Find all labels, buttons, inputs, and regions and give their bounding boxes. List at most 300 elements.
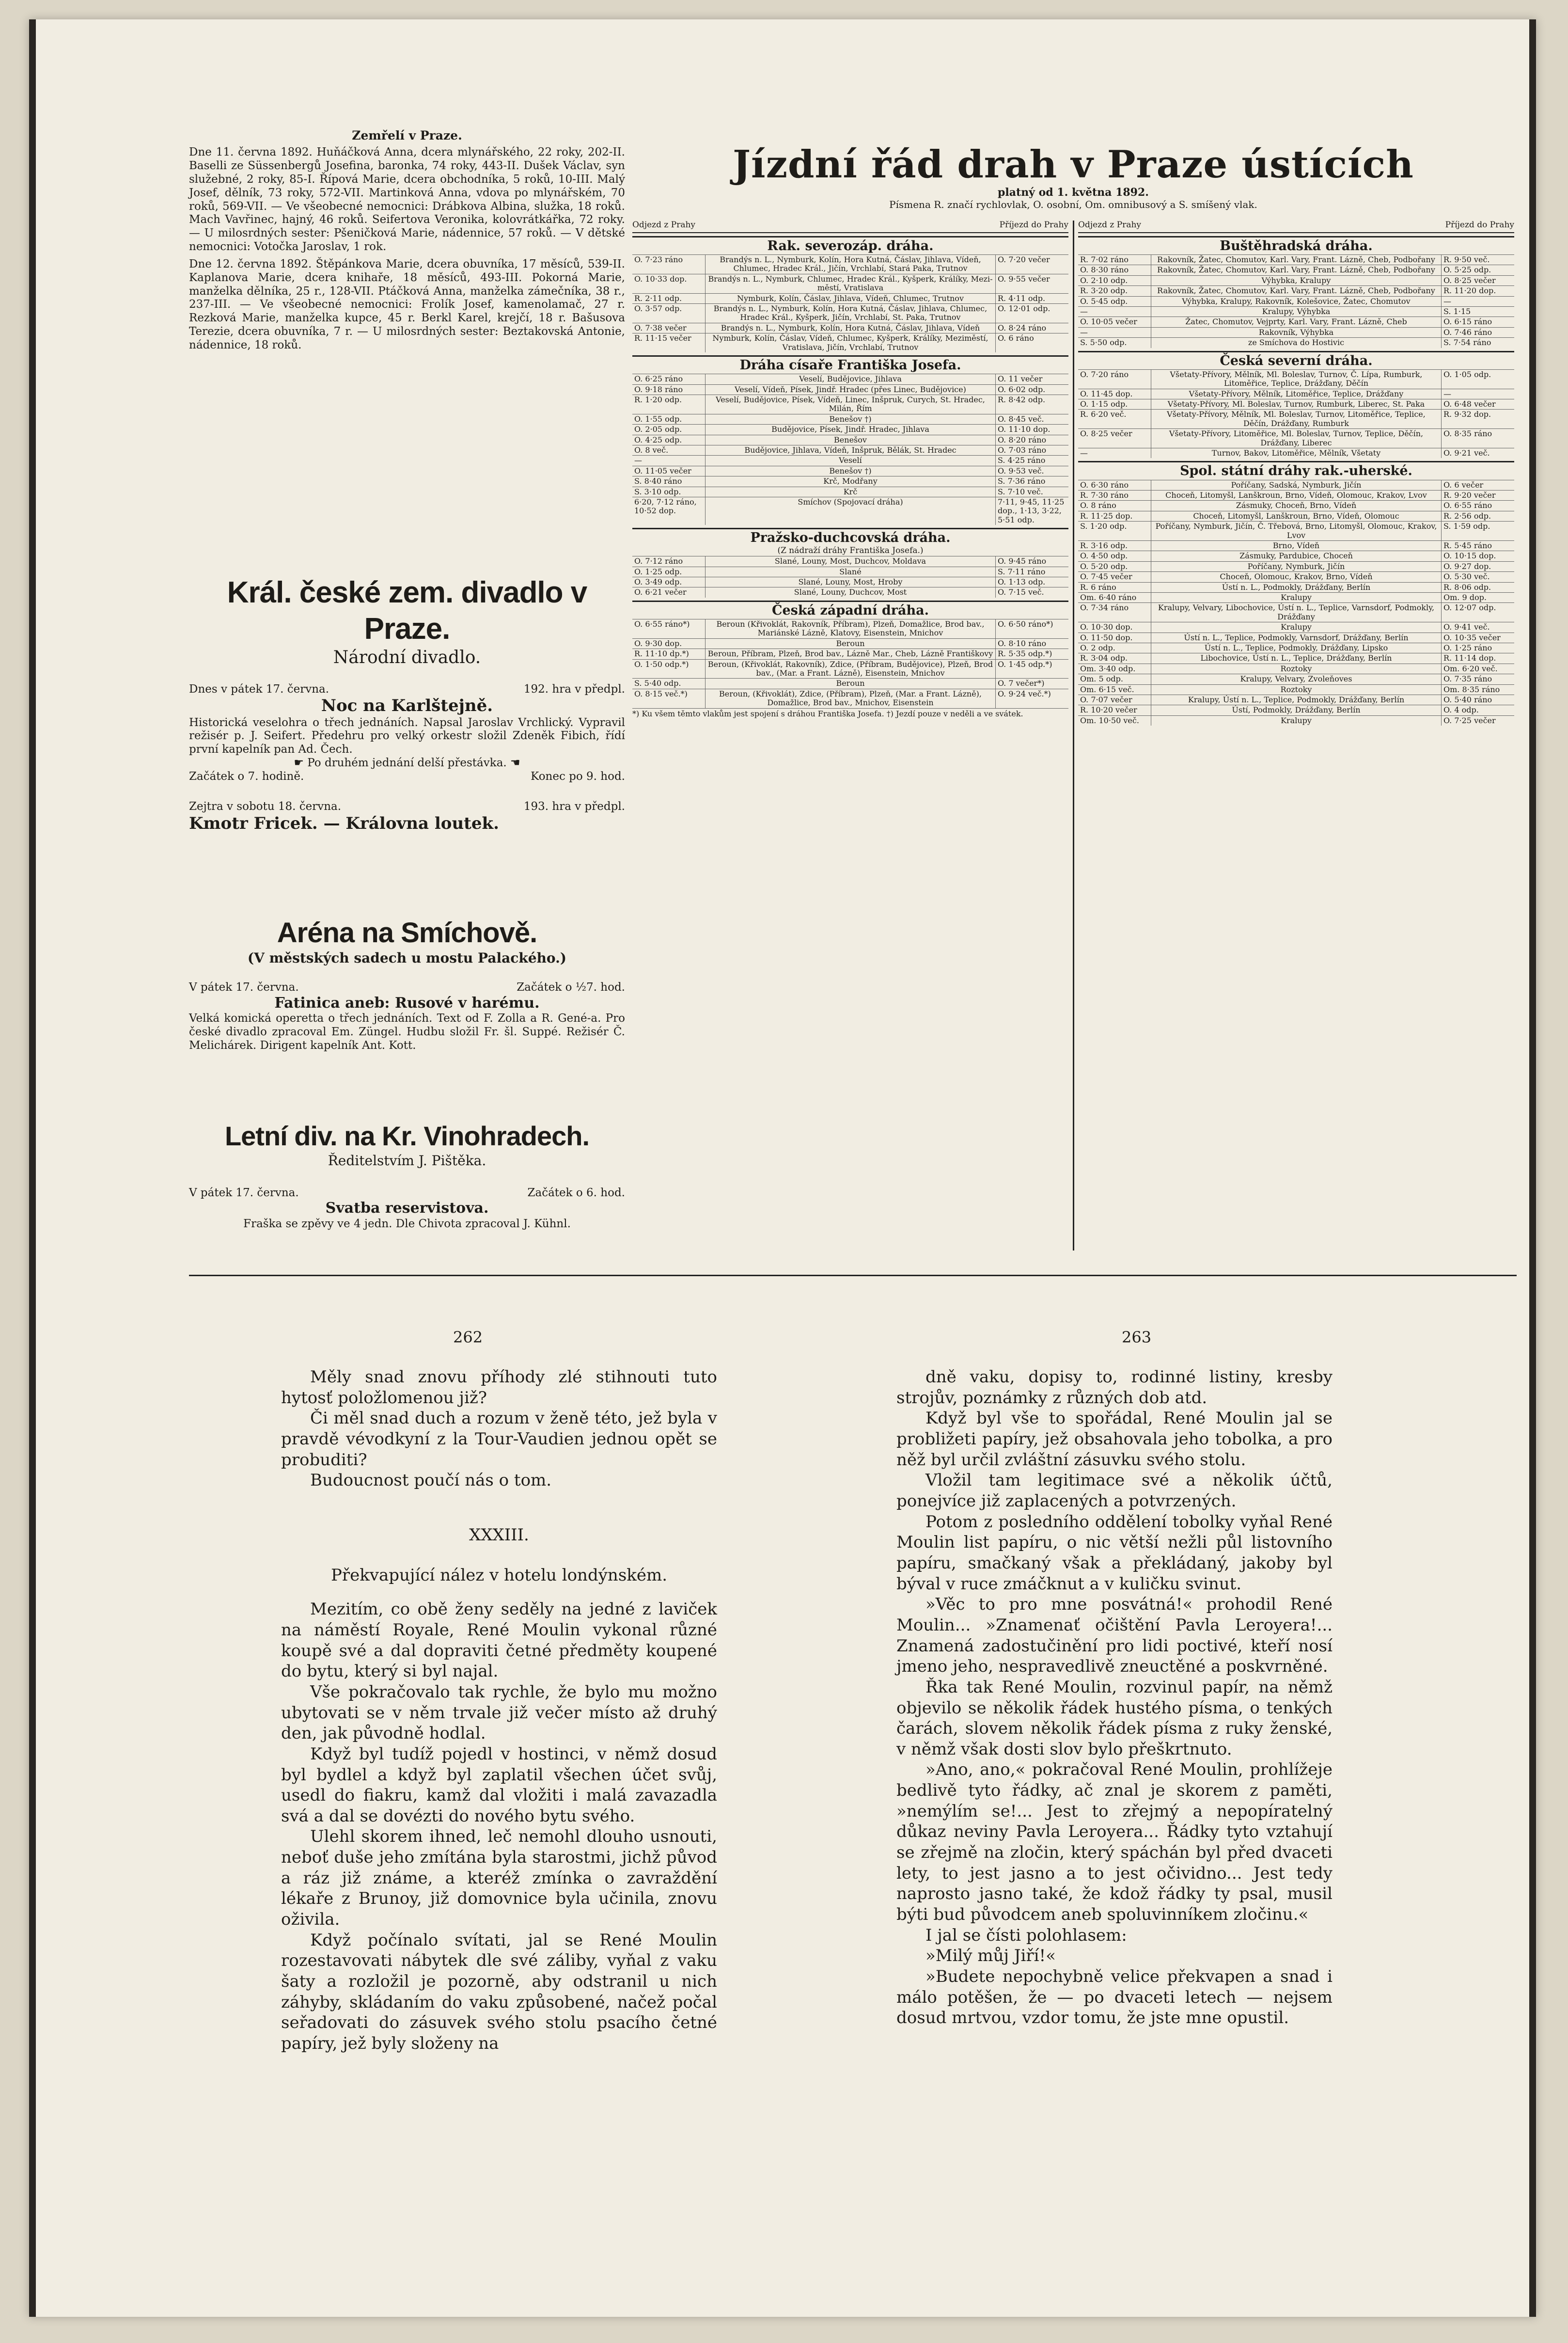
route-stations: Nymburk, Kolín, Čáslav, Jihlava, Vídeň, Chlumec, Trutnov: [705, 294, 996, 303]
timetable-row: [632, 303, 1068, 323]
paragraph: Řka tak René Moulin, rozvinul papír, na němž objevilo se několik řádek hustého písma, o tenkých čarách, slovem několik řádek písma z ruky ženské, v němž však dosti slov bylo přeškrtnuto.: [896, 1677, 1333, 1759]
timetable-row: [1078, 561, 1514, 571]
route-stations: ze Smíchova do Hostivic: [1151, 338, 1442, 348]
arrival-time: O. 7·03 ráno: [998, 445, 1047, 455]
departure-time: O. 1·15 odp.: [1080, 399, 1128, 409]
arrival-time: O. 1·13 odp.: [998, 577, 1046, 586]
route-stations: Všetaty-Přívory, Ml. Boleslav, Turnov, Rumburk, Liberec, St. Paka: [1151, 399, 1442, 409]
theatre-subtitle: Národní divadlo.: [333, 648, 481, 668]
timetable-row: [632, 466, 1068, 476]
arrival-time: Om. 6·20 več.: [1443, 664, 1498, 673]
timetable-row: [632, 323, 1068, 333]
railway-section: [632, 355, 1068, 525]
arrival-time: O. 6·50 ráno*): [998, 619, 1053, 629]
route-stations: Zásmuky, Pardubice, Choceň: [1151, 551, 1442, 561]
arrival-time: R. 5·45 ráno: [1443, 541, 1492, 551]
show-subscription: 192. hra v předpl.: [523, 682, 625, 696]
arrival-time: O. 6·15 ráno: [1443, 317, 1492, 327]
column-header: [1078, 221, 1514, 233]
timetable-row: [1078, 409, 1514, 428]
route-stations: Turnov, Bakov, Litoměřice, Mělník, Všetaty: [1151, 448, 1442, 458]
timetable-row: [632, 638, 1068, 649]
departure-time: O. 2·05 odp.: [634, 425, 682, 434]
paragraph: »Věc to pro mne posvátná!« prohodil René Moulin... »Znamenať očištění Pavla Leroyera!... Znamená zadostučinění pro lidi poctivé, kteří nosí jmeno jeho, nespravedlivě zneuctěné a poskvrněné.: [896, 1595, 1333, 1677]
departure-time: 6·20, 7·12 ráno, 10·52 dop.: [634, 497, 697, 516]
departure-header: Odjezd z Prahy: [1078, 220, 1142, 230]
arrival-time: O. 8·45 več.: [998, 414, 1044, 424]
departure-time: O. 7·34 ráno: [1080, 603, 1129, 613]
summer-theatre-ad: [189, 1120, 625, 1231]
arrival-time: S. 7·11 ráno: [998, 567, 1046, 576]
arrival-time: O. 4 odp.: [1443, 705, 1479, 715]
timetable-row: [632, 678, 1068, 688]
route-stations: Rakovník, Žatec, Chomutov, Karl. Vary, Frant. Lázně, Cheb, Podbořany: [1151, 255, 1442, 265]
route-stations: Libochovice, Ústí n. L., Teplice, Drážďany, Berlín: [1151, 653, 1442, 663]
departure-time: R. 2·11 odp.: [634, 293, 682, 303]
departure-time: O. 10·05 večer: [1080, 317, 1137, 327]
departure-time: R. 10·20 večer: [1080, 705, 1137, 715]
arrival-time: R. 8·06 odp.: [1443, 582, 1491, 592]
column-header: [632, 221, 1068, 233]
route-stations: Beroun: [705, 639, 996, 649]
timetable-row: [1078, 521, 1514, 540]
route-stations: Všetaty-Přívory, Mělník, Ml. Boleslav, Turnov, Litoměřice, Teplice, Děčín, Drážďany, Rumburk: [1151, 410, 1442, 428]
route-stations: Ústí n. L., Podmokly, Drážďany, Berlín: [1151, 583, 1442, 592]
arrival-time: O. 5·40 ráno: [1443, 695, 1492, 704]
timetable-row: [1078, 306, 1514, 317]
route-stations: Všetaty-Přívory, Mělník, Litoměřice, Teplice, Drážďany: [1151, 389, 1442, 399]
arrival-time: O. 8·24 ráno: [998, 323, 1047, 332]
route-stations: Beroun, Příbram, Plzeň, Brod bav., Lázně Mar., Cheb, Lázně Františkovy: [705, 649, 996, 659]
timetable-row: [632, 577, 1068, 587]
route-stations: Žatec, Chomutov, Vejprty, Karl. Vary, Frant. Lázně, Cheb: [1151, 317, 1442, 327]
arrival-time: R. 5·35 odp.*): [998, 649, 1052, 659]
timetable-row: [1078, 695, 1514, 705]
timetable-row: [1078, 337, 1514, 348]
timetable-row: [1078, 327, 1514, 337]
paragraph: Budoucnost poučí nás o tom.: [310, 1471, 552, 1490]
departure-time: O. 5·45 odp.: [1080, 296, 1128, 306]
route-stations: Benešov: [705, 435, 996, 445]
departure-time: O. 11·05 večer: [634, 466, 691, 475]
route-stations: Benešov †): [705, 414, 996, 424]
left-body: [281, 1599, 717, 2054]
departure-time: O. 7·12 ráno: [634, 556, 683, 566]
arrival-time: —: [1443, 296, 1451, 306]
timetable-row: [632, 384, 1068, 395]
departure-time: O. 5·20 odp.: [1080, 561, 1128, 571]
departure-time: O. 6·25 ráno: [634, 374, 683, 384]
arrival-time: O. 9·55 večer: [998, 274, 1050, 284]
departure-time: O. 6·21 večer: [634, 587, 687, 597]
route-stations: Brandýs n. L., Nymburk, Chlumec, Hradec Král., Kyšperk, Králíky, Mezi-městí, Vratislava: [705, 274, 996, 293]
paragraph: Když byl vše to spořádal, René Moulin jal se probližeti papíry, jež obsahovala jeho tobolka, a pro něž byl určil zvláštní zásuvku svého stolu.: [896, 1409, 1333, 1470]
departure-time: R. 11·25 dop.: [1080, 511, 1133, 521]
timetable-row: [1078, 571, 1514, 582]
arrival-time: O. 10·35 večer: [1443, 633, 1501, 642]
timetable-row: [1078, 664, 1514, 674]
railway-section: [632, 236, 1068, 352]
departure-time: S. 1·20 odp.: [1080, 522, 1127, 531]
route-stations: Kralupy: [1151, 593, 1442, 602]
book-page-left: [281, 1367, 717, 2054]
departure-time: O. 4·50 odp.: [1080, 551, 1128, 561]
route-stations: Rakovník, Výhybka: [1151, 328, 1442, 337]
paragraph: Vložil tam legitimace své a několik účtů, ponejvíce již zaplacených a potvrzených.: [896, 1471, 1333, 1511]
route-stations: Nymburk, Kolín, Čáslav, Vídeň, Chlumec, Kyšperk, Králíky, Meziměstí, Vratislava, Jičín, Vrchlabí, Trutnov: [705, 333, 996, 352]
departure-time: R. 3·20 odp.: [1080, 286, 1128, 296]
departure-time: O. 7·45 večer: [1080, 572, 1132, 582]
route-stations: Veselí, Budějovice, Jihlava: [705, 374, 996, 384]
route-stations: Krč, Modřany: [705, 476, 996, 486]
route-stations: Slané, Louny, Most, Duchcov, Moldava: [705, 556, 996, 566]
timetable-row: [1078, 684, 1514, 695]
deaths-title: Zemřelí v Praze.: [352, 128, 462, 142]
departure-time: O. 3·49 odp.: [634, 577, 682, 586]
arrival-time: R. 9·32 dop.: [1443, 410, 1491, 419]
play-title: Noc na Karlštejně.: [321, 696, 493, 716]
timetable-row: [1078, 275, 1514, 285]
paragraph: »Ano, ano,« pokračoval René Moulin, prohlížeje bedlivě tyto řádky, ač znal je skorem z paměti, »nemýlím se!... Jest to zřejmý a nepopíratelný důkaz neviny Pavla Leroyera... Řádky tyto vztahují se zřejmě na zločin, který spáchán byl před dvaceti lety, to jest jasno a to jest očividno... Jest tedy naprosto jasno také, že kdož řádky ty psal, musil býti bud původcem aneb spoluvinníkem zločinu.«: [896, 1760, 1333, 1925]
route-stations: Smíchov (Spojovací dráha): [705, 497, 996, 525]
route-stations: Choceň, Litomyšl, Lanškroun, Brno, Vídeň, Olomouc, Krakov, Lvov: [1151, 491, 1442, 500]
show-end: Konec po 9. hod.: [531, 770, 625, 783]
route-stations: Rakovník, Žatec, Chomutov, Karl. Vary, Frant. Lázně, Cheb, Podbořany: [1151, 265, 1442, 275]
railway-note: (Z nádraží dráhy Františka Josefa.): [777, 546, 924, 556]
timetable-row: [632, 689, 1068, 708]
timetable-row: [1078, 622, 1514, 632]
timetable-row: [632, 455, 1068, 465]
arrival-time: O. 9·53 več.: [998, 466, 1044, 475]
departure-time: O. 8 ráno: [1080, 501, 1116, 510]
timetable-row: [1078, 285, 1514, 296]
show-start: Začátek o 7. hodině.: [189, 770, 304, 783]
arrival-time: S. 1·59 odp.: [1443, 522, 1490, 531]
arrival-time: O. 11 večer: [998, 374, 1043, 384]
departure-time: O. 7·07 večer: [1080, 695, 1132, 704]
arrival-time: O. 1·25 ráno: [1443, 643, 1492, 652]
arrival-time: O. 9·21 več.: [1443, 448, 1490, 458]
paragraph: Když byl tudíž pojedl v hostinci, v němž dosud byl bydlel a když byl zaplatil všechen účet svůj, usedl do fiakru, kamž dal vložiti i malá zavazadla svá a dal se dovézti do nového bytu svého.: [281, 1744, 717, 1826]
route-stations: Slané: [705, 567, 996, 577]
timetable-row: [1078, 705, 1514, 715]
book-page-right: [896, 1367, 1333, 2028]
route-stations: Brno, Vídeň: [1151, 541, 1442, 551]
arrival-time: R. 2·56 odp.: [1443, 511, 1491, 521]
timetable-row: [632, 254, 1068, 274]
departure-time: R. 7·02 ráno: [1080, 255, 1129, 265]
departure-time: O. 3·57 odp.: [634, 303, 682, 313]
timetable-column: [1078, 221, 1514, 1251]
arrival-time: —: [1443, 389, 1451, 398]
route-stations: Choceň, Litomyšl, Lanškroun, Brno, Vídeň, Olomouc: [1151, 511, 1442, 521]
departure-time: R. 3·16 odp.: [1080, 541, 1128, 551]
arena-day: V pátek 17. června.: [189, 981, 299, 994]
railway-name: Spol. státní dráhy rak.-uherské.: [1180, 463, 1412, 479]
departure-time: O. 8·25 večer: [1080, 429, 1132, 439]
railway-name: Dráha císaře Františka Josefa.: [739, 357, 961, 373]
arrival-time: O. 6 večer: [1443, 480, 1484, 490]
timetable-row: [632, 374, 1068, 384]
right-binding-edge: [1529, 19, 1536, 2317]
departure-time: O. 1·55 odp.: [634, 414, 682, 424]
departure-time: O. 10·33 dop.: [634, 274, 687, 284]
pointing-hand-icon: ☚: [506, 757, 520, 770]
arrival-time: 7·11, 9·45, 11·25 dop., 1·13, 3·22, 5·51 odp.: [998, 497, 1065, 524]
arrival-time: O. 7·46 ráno: [1443, 327, 1492, 337]
timetable-row: [632, 445, 1068, 455]
route-stations: Výhybka, Kralupy, Rakovník, Kolešovice, Žatec, Chomutov: [1151, 297, 1442, 306]
route-stations: Choceň, Olomouc, Krakov, Brno, Vídeň: [1151, 572, 1442, 582]
next-show-subscription: 193. hra v předpl.: [523, 800, 625, 813]
arrival-time: O. 9·45 ráno: [998, 556, 1047, 566]
railway-section: [632, 528, 1068, 598]
departure-time: O. 6·55 ráno*): [634, 619, 690, 629]
arena-smichov-ad: [189, 916, 625, 1053]
departure-time: Om. 3·40 odp.: [1080, 664, 1136, 673]
arrival-time: O. 1·05 odp.: [1443, 369, 1491, 379]
timetable-validity: platný od 1. května 1892.: [998, 186, 1149, 199]
timetable-row: [632, 497, 1068, 525]
paragraph: »Budete nepochybně velice překvapen a snad i málo potěšen, že — po dvaceti letech — nejsem dosud mrtvou, vzdor tomu, že jste mne opustil.: [896, 1967, 1333, 2028]
timetable-grid: [632, 221, 1514, 1251]
departure-time: S. 5·40 odp.: [634, 679, 681, 688]
departure-time: R. 11·10 dp.*): [634, 649, 689, 659]
arrival-time: O. 10·15 dop.: [1443, 551, 1496, 561]
arena-play: Fatinica aneb: Rusové v harému.: [274, 994, 540, 1012]
departure-time: O. 8·30 ráno: [1080, 265, 1129, 275]
departure-time: O. 9·30 dop.: [634, 638, 682, 648]
summer-theatre-title: Letní div. na Kr. Vinohradech.: [224, 1121, 590, 1151]
route-stations: Kralupy, Velvary, Libochovice, Ústí n. L., Teplice, Varnsdorf, Podmokly, Drážďany: [1151, 603, 1442, 622]
timetable-column: [632, 221, 1068, 1251]
timetable-row: [1078, 399, 1514, 409]
paragraph: »Milý můj Jiří!«: [925, 1946, 1056, 1966]
arena-subtitle: (V městských sadech u mostu Palackého.): [247, 950, 567, 966]
arrival-header: Příjezd do Prahy: [999, 220, 1068, 230]
departure-time: Om. 10·50 več.: [1080, 715, 1139, 725]
show-day: Dnes v pátek 17. června.: [189, 682, 329, 696]
deaths-paragraph-1: Dne 11. června 1892. Huňáčková Anna, dcera mlynářského, 22 roky, 202-II. Baselli ze Süssenbergů Josefina, baronka, 74 roky, 443-II. Dušek Václav, syn služebné, 2 roky, 85-I. Řípová Marie, dcera obchodníka, 5 roků, 10-III. Malý Josef, dělník, 73 roky, 572-VII. Martinková Anna, vdova po mlynářském, 70 roků, 569-VII. — Ve všeobecné nemocnici: Drábkova Albina, služka, 18 roků. Mach Vavřinec, hajný, 46 roků. Seifertova Veronika, kolovrátkářka, 72 roky. — U milosrdných sester: Pšeničková Marie, nádennice, 57 roků. — V dětské nemocnici: Votočka Jaroslav, 1 rok.: [189, 146, 625, 253]
route-stations: Veselí: [705, 456, 996, 465]
timetable-row: [1078, 582, 1514, 592]
departure-time: S. 3·10 odp.: [634, 487, 681, 496]
route-stations: Výhybka, Kralupy: [1151, 276, 1442, 285]
timetable-row: [1078, 296, 1514, 306]
arrival-time: R. 8·42 odp.: [998, 395, 1046, 405]
departure-time: R. 6·20 več.: [1080, 410, 1127, 419]
route-stations: Beroun, (Křivoklát, Rakovník), Zdice, (Příbram, Budějovice), Plzeň, Brod bav., (Mar. a Frant. Lázně), Eisenstein, Mnichov: [705, 660, 996, 679]
railway-section: [1078, 461, 1514, 726]
route-stations: Roztoky: [1151, 685, 1442, 695]
summer-description: Fraška se zpěvy ve 4 jedn. Dle Chivota zpracoval J. Kühnl.: [243, 1217, 571, 1230]
paragraph: dně vaku, dopisy to, rodinné listiny, kresby strojův, poznámky z různých dob atd.: [896, 1367, 1333, 1408]
departure-time: R. 7·30 ráno: [1080, 491, 1129, 500]
route-stations: Poříčany, Nymburk, Jičín, Č. Třebová, Brno, Litomyšl, Olomouc, Krakov, Lvov: [1151, 522, 1442, 540]
paragraph: Vše pokračovalo tak rychle, že bylo mu možno ubytovati se v něm trvale již večer místo až druhý den, jak původně hodlal.: [281, 1682, 717, 1743]
railway-section: [632, 601, 1068, 718]
arrival-time: O. 9·24 več.*): [998, 689, 1051, 698]
arrival-time: Om. 8·35 ráno: [1443, 684, 1500, 694]
arrival-time: O. 6·02 odp.: [998, 384, 1046, 394]
route-stations: Budějovice, Jihlava, Vídeň, Inšpruk, Bělák, St. Hradec: [705, 445, 996, 455]
timetable-row: [1078, 592, 1514, 602]
left-binding-edge: [29, 19, 36, 2317]
departure-time: Om. 6·15 več.: [1080, 684, 1134, 694]
timetable-row: [1078, 265, 1514, 275]
timetable-row: [1078, 448, 1514, 458]
arrival-time: O. 7·15 več.: [998, 587, 1044, 597]
route-stations: Slané, Louny, Most, Hroby: [705, 577, 996, 587]
route-stations: Slané, Louny, Duchcov, Most: [705, 587, 996, 597]
route-stations: Roztoky: [1151, 664, 1442, 674]
arena-start: Začátek o ½7. hod.: [517, 981, 625, 994]
arrival-time: S. 7·10 več.: [998, 487, 1043, 496]
paragraph: Ulehl skorem ihned, leč nemohl dlouho usnouti, neboť duše jeho zmítána byla starostmi, jichž původ a ráz již známe, a kteréž zmínka o zavraždění lékaře z Brunoy, již domovnice byla učinila, znovu oživila.: [281, 1827, 717, 1930]
railway-section: [1078, 236, 1514, 348]
route-stations: Beroun, (Křivoklát), Zdice, (Příbram), Plzeň, (Mar. a Frant. Lázně), Domažlice, Brod bav., Mnichov, Eisenstein: [705, 689, 996, 708]
timetable-row: [632, 476, 1068, 486]
intermission-note: ☛ Po druhém jednání delší přestávka. ☚: [294, 757, 520, 770]
departure-time: S. 8·40 ráno: [634, 476, 682, 486]
timetable-row: [1078, 602, 1514, 622]
railway-name: Česká severní dráha.: [1220, 353, 1373, 368]
departure-time: O. 2·10 odp.: [1080, 275, 1128, 285]
timetable-row: [1078, 511, 1514, 521]
deaths-notice: [189, 128, 625, 352]
departure-time: O. 8·15 več.*): [634, 689, 688, 698]
timetable-row: [632, 556, 1068, 566]
pointing-hand-icon: ☛: [294, 757, 308, 770]
timetable-row: [1078, 369, 1514, 389]
page-number-right: 263: [1122, 1328, 1152, 1346]
timetable-row: [632, 424, 1068, 434]
route-stations: Beroun (Křivoklát, Rakovník, Příbram), Plzeň, Domažlice, Brod bav., Mariánské Lázně, Klatovy, Eisenstein, Mnichov: [705, 619, 996, 638]
arrival-time: O. 7 večer*): [998, 679, 1045, 688]
timetable-row: [632, 274, 1068, 293]
arrival-time: O. 6 ráno: [998, 333, 1034, 343]
arrival-time: R. 11·14 dop.: [1443, 653, 1496, 663]
route-stations: Brandýs n. L., Nymburk, Kolín, Hora Kutná, Čáslav, Jihlava, Vídeň, Chlumec, Hradec Král., Jičín, Vrchlabí, Stará Paka, Trutnov: [705, 255, 996, 274]
timetable-row: [1078, 715, 1514, 726]
route-stations: Všetaty-Přívory, Mělník, Ml. Boleslav, Turnov, Č. Lípa, Rumburk, Litoměřice, Teplice, Drážďany, Děčín: [1151, 370, 1442, 389]
departure-time: R. 6 ráno: [1080, 582, 1116, 592]
route-stations: Kralupy: [1151, 716, 1442, 726]
timetable-footnote: *) Ku všem těmto vlakům jest spojení s dráhou Františka Josefa. †) Jezdí pouze v neděli a ve svátek.: [632, 708, 1068, 719]
railway-timetable: [632, 143, 1514, 1251]
route-stations: Všetaty-Přívory, Litoměřice, Ml. Boleslav, Turnov, Teplice, Děčín, Drážďany, Liberec: [1151, 429, 1442, 448]
route-stations: Beroun: [705, 679, 996, 688]
departure-time: R. 11·15 večer: [634, 333, 691, 343]
route-stations: Brandýs n. L., Nymburk, Kolín, Hora Kutná, Čáslav, Jihlava, Vídeň: [705, 323, 996, 333]
theatre-title: Král. české zem. divadlo v Praze.: [227, 576, 587, 646]
departure-time: O. 10·30 dop.: [1080, 622, 1133, 632]
railway-section: [1078, 351, 1514, 459]
paragraph: Mezitím, co obě ženy seděly na jedné z laviček na náměstí Royale, René Moulin vykonal různé koupě své a dal dopraviti četné předměty koupené do bytu, který si byl najal.: [281, 1599, 717, 1681]
departure-time: O. 4·25 odp.: [634, 435, 682, 444]
arrival-time: O. 5·25 odp.: [1443, 265, 1491, 275]
arrival-time: O. 6·55 ráno: [1443, 501, 1492, 510]
arrival-time: R. 9·20 večer: [1443, 491, 1496, 500]
left-intro: [281, 1367, 717, 1491]
route-stations: Poříčany, Nymburk, Jičín: [1151, 562, 1442, 571]
paragraph: Či měl snad duch a rozum v ženě této, jež byla v pravdě vévodkyní z la Tour-Vaudien jednou opět se probuditi?: [281, 1409, 717, 1470]
timetable-row: [1078, 674, 1514, 684]
timetable-row: [632, 487, 1068, 497]
departure-time: O. 7·38 večer: [634, 323, 687, 332]
departure-time: Om. 6·40 ráno: [1080, 592, 1137, 602]
summer-theatre-director: Ředitelstvím J. Pištěka.: [328, 1152, 486, 1169]
railway-name: Rak. severozáp. dráha.: [767, 238, 934, 253]
arrival-time: O. 7·35 ráno: [1443, 674, 1492, 684]
route-stations: Veselí, Vídeň, Písek, Jindř. Hradec (přes Linec, Budějovice): [705, 385, 996, 395]
timetable-row: [1078, 480, 1514, 490]
departure-time: O. 7·20 ráno: [1080, 369, 1129, 379]
departure-time: O. 11·45 dop.: [1080, 389, 1133, 398]
timetable-row: [1078, 633, 1514, 643]
right-body: [896, 1367, 1333, 2028]
route-stations: Zásmuky, Choceň, Brno, Vídeň: [1151, 501, 1442, 510]
timetable-row: [632, 414, 1068, 424]
route-stations: Krč: [705, 487, 996, 497]
timetable-row: [632, 435, 1068, 445]
departure-time: —: [1080, 306, 1088, 316]
next-play-title: Kmotr Fricek. — Královna loutek.: [189, 813, 499, 833]
departure-time: O. 11·50 dop.: [1080, 633, 1133, 642]
route-stations: Poříčany, Sadská, Nymburk, Jičín: [1151, 480, 1442, 490]
timetable-row: [1078, 389, 1514, 399]
paragraph: I jal se čísti polohlasem:: [925, 1925, 1127, 1945]
route-stations: Budějovice, Písek, Jindř. Hradec, Jihlava: [705, 425, 996, 434]
route-stations: Ústí, Podmokly, Drážďany, Berlín: [1151, 705, 1442, 715]
route-stations: Kralupy, Ústí n. L., Teplice, Podmokly, Drážďany, Berlín: [1151, 695, 1442, 705]
timetable-row: [1078, 254, 1514, 265]
arrival-time: O. 9·41 več.: [1443, 622, 1490, 632]
arrival-time: S. 4·25 ráno: [998, 456, 1046, 465]
departure-time: O. 1·25 odp.: [634, 567, 682, 576]
route-stations: Veselí, Budějovice, Písek, Vídeň, Linec, Inšpruk, Curych, St. Hradec, Milán, Řím: [705, 395, 996, 414]
departure-time: —: [1080, 448, 1088, 458]
route-stations: Benešov †): [705, 466, 996, 476]
departure-time: O. 6·30 ráno: [1080, 480, 1129, 490]
timetable-row: [632, 293, 1068, 303]
timetable-legend: Písmena R. značí rychlovlak, O. osobní, Om. omnibusový a S. smíšený vlak.: [889, 198, 1257, 210]
arrival-time: S. 7·54 ráno: [1443, 338, 1491, 348]
arrival-time: O. 1·45 odp.*): [998, 659, 1052, 669]
departure-time: O. 1·50 odp.*): [634, 659, 689, 669]
timetable-row: [632, 333, 1068, 352]
next-show-day: Zejtra v sobotu 18. června.: [189, 800, 342, 813]
timetable-row: [632, 587, 1068, 597]
arena-title: Aréna na Smíchově.: [277, 917, 537, 949]
railway-name: Pražsko-duchcovská dráha.: [750, 530, 951, 546]
departure-time: Om. 5 odp.: [1080, 674, 1123, 684]
route-stations: Kralupy, Výhybka: [1151, 307, 1442, 317]
departure-time: —: [634, 456, 642, 465]
timetable-title: Jízdní řád drah v Praze ústících: [733, 142, 1414, 187]
arrival-time: R. 11·20 dop.: [1443, 286, 1496, 296]
arrival-time: S. 7·36 ráno: [998, 476, 1046, 486]
summer-day: V pátek 17. června.: [189, 1186, 299, 1199]
arrival-time: O. 8·25 večer: [1443, 275, 1496, 285]
arrival-time: O. 11·10 dop.: [998, 425, 1051, 434]
departure-time: R. 3·04 odp.: [1080, 653, 1128, 663]
arrival-time: O. 7·20 večer: [998, 255, 1050, 265]
timetable-row: [1078, 551, 1514, 561]
arrival-time: S. 1·15: [1443, 306, 1471, 316]
arrival-time: O. 6·48 večer: [1443, 399, 1496, 409]
arrival-time: O. 9·27 dop.: [1443, 561, 1491, 571]
